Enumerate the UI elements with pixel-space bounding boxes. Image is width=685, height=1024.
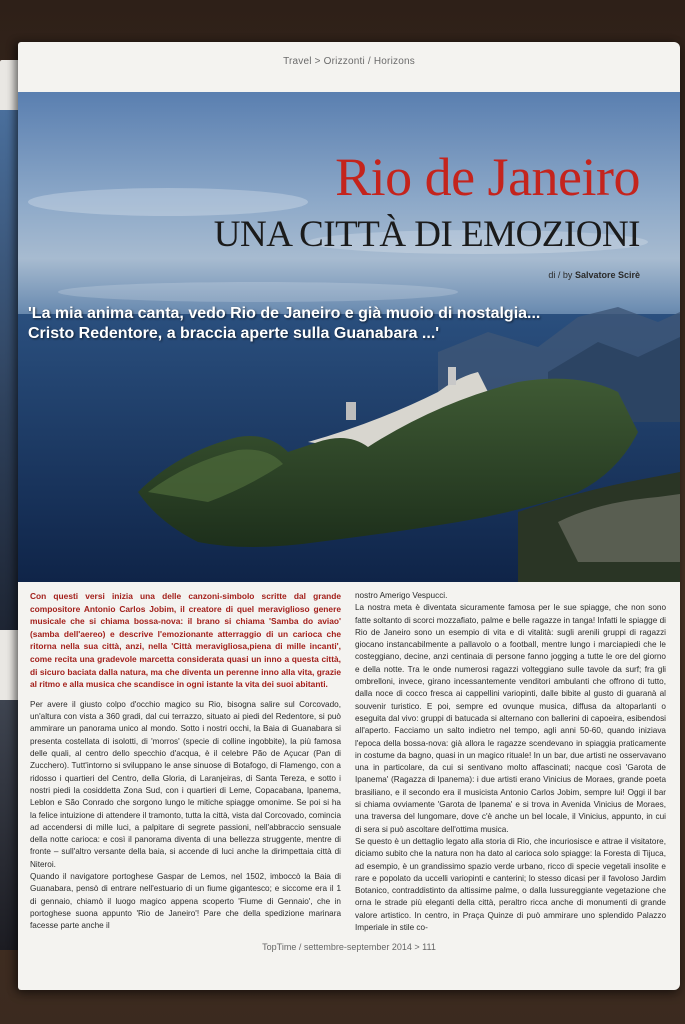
pull-quote	[28, 304, 668, 344]
article-paragraph: Se questo è un dettaglio legato alla storia di Rio, che incuriosisce e attrae il visitatore, diciamo subito che la natura non ha dato al carioca solo spiagge: la Foresta di Tijuca, ad esempio, è un grandissimo spazio verde urbano, ricco di specie vegetali insolite e rare e popolato da uccelli variopinti e canterini; lo stesso dicasi per il favoloso Jardim Botanico, contraddistinto da altissime palme, o dalla lussureggiante vegetazione che orna le strade più eleganti della città, peraltro ricca anche di monumenti di grande valore artistico. In centro, in Praça Quinze di può ammirare uno splendido Palazzo Imperiale in stile co-	[355, 836, 666, 933]
byline-author: Salvatore Scirè	[574, 270, 640, 280]
article-body	[30, 590, 666, 940]
article-subtitle: UNA CITTÀ DI EMOZIONI	[213, 214, 640, 255]
breadcrumb: Travel > Orizzonti / Horizons	[283, 56, 415, 67]
byline	[548, 270, 640, 280]
article-paragraph: La nostra meta è diventata sicuramente famosa per le sue spiagge, che non sono fatte soltanto di scorci mozzafiato, palme e belle ragazze in tanga! Infatti le spiagge di Rio de Janeiro sono un esempio di vita e di vitalità: sugli arenili gruppi di ragazzi giocano instancabilmente a pallavolo o a football, mentre lungo i marciapiedi che le costeggiano, decine, anzi centinaia di persone fanno jogging a tutte le ore del giorno e della notte. Tra le onde numerosi ragazzi volteggiano sulle tavole da surf; fra gli ombrelloni, invece, girano incessantemente venditori ambulanti che offrono di tutto, dalla noce di cocco fresca ai cappellini variopinti, dalle bibite al gusto di guaranà al souvenir turistico. E poi, sempre ed ovunque musica, diffusa da altoparlanti o eseguita dal vivo: gruppi di batucada si alternano con ballerini di capoeira, esibendosi all'aperto. Facciamo un salto indietro nel tempo, agli anni 50-60, quando iniziava l'epoca della bossa-nova: già allora le ragazze scendevano in spiaggia praticamente in costume da bagno, quasi in un magico rituale! In un bar, due artisti ne osservavano una in particolare, da cui si sentivano molto affascinati; nacque così 'Garota de Ipanema' (Ragazza di Ipanema): i due artisti erano Vinicius de Moraes, grande poeta brasiliano, e il secondo era il musicista Antonio Carlos Jobim, sempre lui! Oggi il bar si chiama ovviamente 'Garota de Ipanema' e si trova in Avenida Vinicius de Moraes, una traversa del lungomare, dove c'è anche un bel locale, il Vinicius, appunto, in cui di sera si può ascoltare dell'ottima musica.	[355, 603, 666, 834]
article-intro: Con questi versi inizia una delle canzoni-simbolo scritte dal grande compositore Antonio Carlos Jobim, il creatore di quel meraviglioso genere musicale che si chiama bossa-nova: il brano si chiama 'Samba do aviao' (samba dell'aereo) e descrive l'emozionante atterraggio di un carioca che ritorna nella sua città, anzi, nella 'Città meravigliosa,piena di mille incanti', come recita una gradevole marcetta considerata quasi un inno a questa città, di sicuro baciata dalla natura, ma che diventa un perenne inno alla vita, grazie al ritmo e alla musica che scandisce in ogni istante la vita dei suoi abitanti.	[30, 591, 341, 690]
article-paragraph: nostro Amerigo Vespucci.	[355, 591, 448, 600]
byline-prefix: di / by	[548, 270, 573, 280]
pull-quote-line-1: 'La mia anima canta, vedo Rio de Janeiro e già muoio di nostalgia...	[28, 305, 541, 322]
article-paragraph: Per avere il giusto colpo d'occhio magico su Rio, bisogna salire sul Corcovado, un'altura con vista a 360 gradi, dal cui terrazzo, situato ai piedi del Redentore, si può ammirare un panorama unico al mondo. Sotto i nostri occhi, la Baia di Guanabara si presenta costellata di isolotti, di 'morros' (specie di colline ingobbite), la più famosa delle quali, al centro dello specchio d'acqua, è il celebre Pão de Açucar (Pan di Zucchero). Tutt'intorno si sviluppano le anse sinuose di Botafogo, di Flamengo, con a ridosso i quartieri del Centro, della Gloria, di Laranjeiras, di Santa Tereza, e sotto i nostri piedi la cosiddetta Zona Sud, con i quartieri di Leme, Copacabana, Ipanema, Leblon e São Conrado che sorgono lungo le mitiche spiagge omonime. Se poi si ha la felice intuizione di attendere il tramonto, tutta la città, vista dal Corcovado, comincia ad accendersi di mille luci, a palpitare di segrete passioni, nell'abbraccio sensuale della notte carioca: e così il panorama diventa di una bellezza struggente, mentre di fronte – sull'altro versante della baia, si accende di luci anche la dirimpettaia città di Niteroi.	[30, 699, 341, 869]
pull-quote-line-2: Cristo Redentore, a braccia aperte sulla Guanabara ...'	[28, 325, 440, 342]
article-paragraph: Quando il navigatore portoghese Gaspar de Lemos, nel 1502, imboccò la Baia di Guanabara, pensò di entrare nell'estuario di un fiume gigantesco; e siccome era il 1 di gennaio, chiamò il luogo magico appena scoperto 'Fiume di Gennaio', che in portoghese suona appunto 'Rio de Janeiro'! Pare che della spedizione marinara facesse parte anche il	[30, 872, 341, 931]
page-footer: TopTime / settembre-september 2014 > 111	[262, 942, 436, 952]
article-title: Rio de Janeiro	[335, 147, 640, 207]
article-column-1	[30, 590, 341, 940]
left-page-photo-edge	[0, 110, 20, 630]
magazine-page	[18, 42, 680, 990]
hero-photo	[18, 92, 680, 582]
article-column-2	[355, 590, 666, 940]
